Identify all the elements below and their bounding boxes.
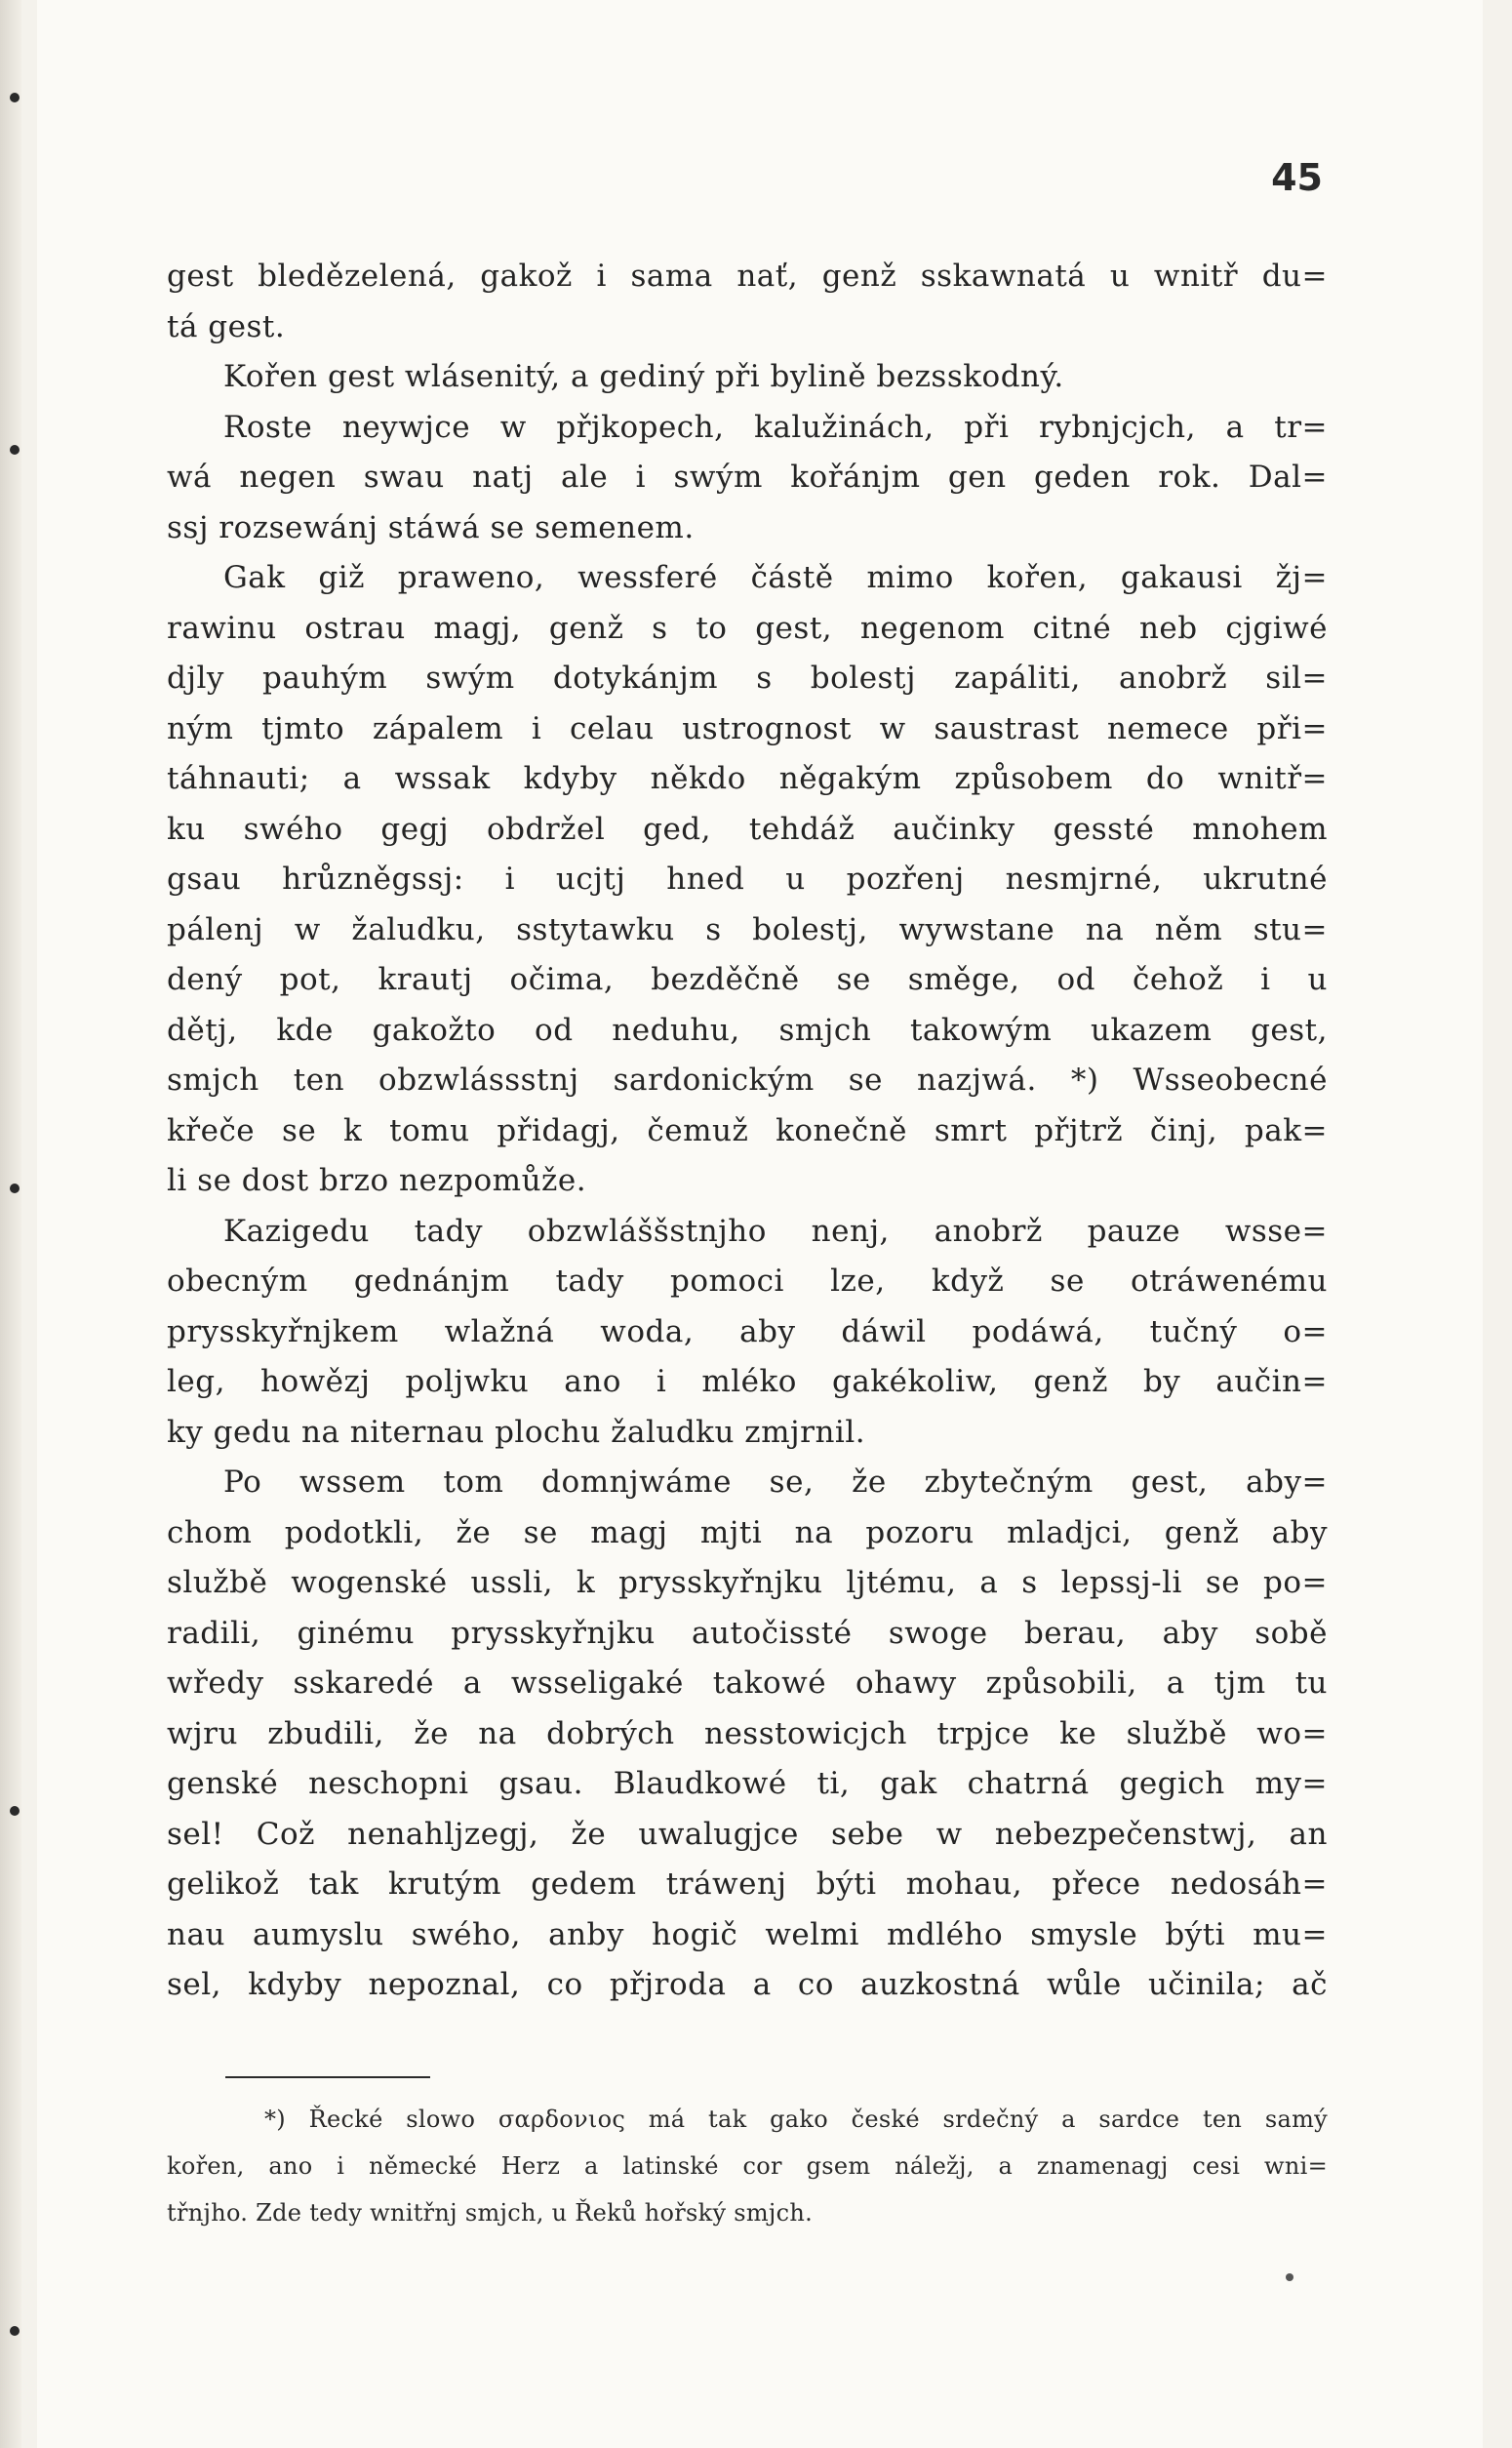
text-line: pálenj w žaludku, sstytawku s bolestj, wywstane na něm stu= bbox=[167, 911, 1328, 947]
text-line: službě wogenské ussli, k prysskyřnjku ljtému, a s lepssj-li se po= bbox=[167, 1565, 1328, 1600]
bleed-dot bbox=[10, 2326, 20, 2336]
text-line: genské neschopni gsau. Blaudkowé ti, gak chatrná gegich my= bbox=[167, 1766, 1328, 1801]
ink-speck bbox=[1286, 2273, 1293, 2281]
text-line: Po wssem tom domnjwáme se, že zbytečným gest, aby= bbox=[223, 1465, 1328, 1500]
text-line: sel, kdyby nepoznal, co přjroda a co auzkostná wůle učinila; ač bbox=[167, 1967, 1328, 2002]
text-line: djly pauhým swým dotykánjm s bolestj zapáliti, anobrž sil= bbox=[167, 661, 1328, 696]
text-line: chom podotkli, že se magj mjti na pozoru mladjci, genž aby bbox=[167, 1514, 1328, 1550]
text-line: Roste neywjce w přjkopech, kalužinách, při rybnjcjch, a tr= bbox=[223, 409, 1328, 445]
book-page bbox=[37, 0, 1483, 2448]
facing-page-edge bbox=[0, 0, 21, 2448]
text-line: wředy sskaredé a wsseligaké takowé ohawy způsobili, a tjm tu bbox=[167, 1665, 1328, 1701]
bleed-dot bbox=[10, 1184, 20, 1193]
text-line: nau aumyslu swého, anby hogič welmi mdlého smysle býti mu= bbox=[167, 1916, 1328, 1952]
footnote-line: kořen, ano i německé Herz a latinské cor gsem náležj, a znamenagj cesi wni= bbox=[167, 2152, 1328, 2180]
footnote-line: *) Řecké slowo σαρδονιος má tak gako české srdečný a sardce ten samý bbox=[264, 2106, 1328, 2133]
text-line: gest bledězelená, gakož i sama nať, genž sskawnatá u wnitř du= bbox=[167, 259, 1328, 294]
text-line: rawinu ostrau magj, genž s to gest, negenom citné neb cjgiwé bbox=[167, 610, 1328, 646]
text-line: wjru zbudili, že na dobrých nesstowicjch trpjce ke službě wo= bbox=[167, 1715, 1328, 1751]
text-line: prysskyřnjkem wlažná woda, aby dáwil podáwá, tučný o= bbox=[167, 1313, 1328, 1349]
text-line: gsau hrůzněgssj: i ucjtj hned u pozřenj nesmjrné, ukrutné bbox=[167, 862, 1328, 897]
text-line: leg, howězj poljwku ano i mléko gakékoliw, genž by aučin= bbox=[167, 1364, 1328, 1399]
text-line: křeče se k tomu přidagj, čemuž konečně smrt přjtrž činj, pak= bbox=[167, 1112, 1328, 1148]
text-line: tá gest. bbox=[167, 308, 286, 344]
bleed-dot bbox=[10, 93, 20, 102]
text-line: li se dost brzo nezpomůže. bbox=[167, 1163, 587, 1198]
text-line: ným tjmto zápalem i celau ustrognost w saustrast nemece při= bbox=[167, 710, 1328, 746]
page-number: 45 bbox=[1271, 156, 1323, 199]
text-line: sel! Což nenahljzegj, že uwalugjce sebe w nebezpečenstwj, an bbox=[167, 1816, 1328, 1852]
text-line: Kazigedu tady obzwláššstnjho nenj, anobrž pauze wsse= bbox=[223, 1213, 1328, 1249]
text-line: dětj, kde gakožto od neduhu, smjch takowým ukazem gest, bbox=[167, 1012, 1328, 1048]
footnotes bbox=[167, 2096, 1328, 2236]
text-line: ku swého gegj obdržel ged, tehdáž aučinky gessté mnohem bbox=[167, 811, 1328, 847]
text-line: gelikož tak krutým gedem tráwenj býti mohau, přece nedosáh= bbox=[167, 1866, 1328, 1902]
text-line: ssj rozsewánj stáwá se semenem. bbox=[167, 509, 695, 545]
footnote-rule bbox=[225, 2076, 430, 2078]
footnote-line: třnjho. Zde tedy wnitřnj smjch, u Řeků hořský smjch. bbox=[167, 2199, 814, 2227]
text-line: smjch ten obzwlássstnj sardonickým se nazjwá. *) Wsseobecné bbox=[167, 1063, 1328, 1098]
text-line: táhnauti; a wssak kdyby někdo něgakým způsobem do wnitř= bbox=[167, 761, 1328, 796]
text-line: Gak giž praweno, wessferé částě mimo kořen, gakausi žj= bbox=[223, 560, 1328, 595]
bleed-dot bbox=[10, 445, 20, 455]
bleed-dot bbox=[10, 1806, 20, 1816]
body-text bbox=[167, 252, 1328, 2011]
text-line: Kořen gest wlásenitý, a gediný při bylině bezsskodný. bbox=[223, 359, 1064, 394]
text-line: wá negen swau natj ale i swým kořánjm gen geden rok. Dal= bbox=[167, 460, 1328, 495]
text-line: dený pot, krautj očima, bezděčně se směge, od čehož i u bbox=[167, 962, 1328, 997]
text-line: obecným gednánjm tady pomoci lze, když se otráwenému bbox=[167, 1264, 1328, 1299]
text-line: radili, ginému prysskyřnjku autočissté swoge berau, aby sobě bbox=[167, 1615, 1328, 1651]
text-line: ky gedu na niternau plochu žaludku zmjrnil. bbox=[167, 1414, 866, 1450]
